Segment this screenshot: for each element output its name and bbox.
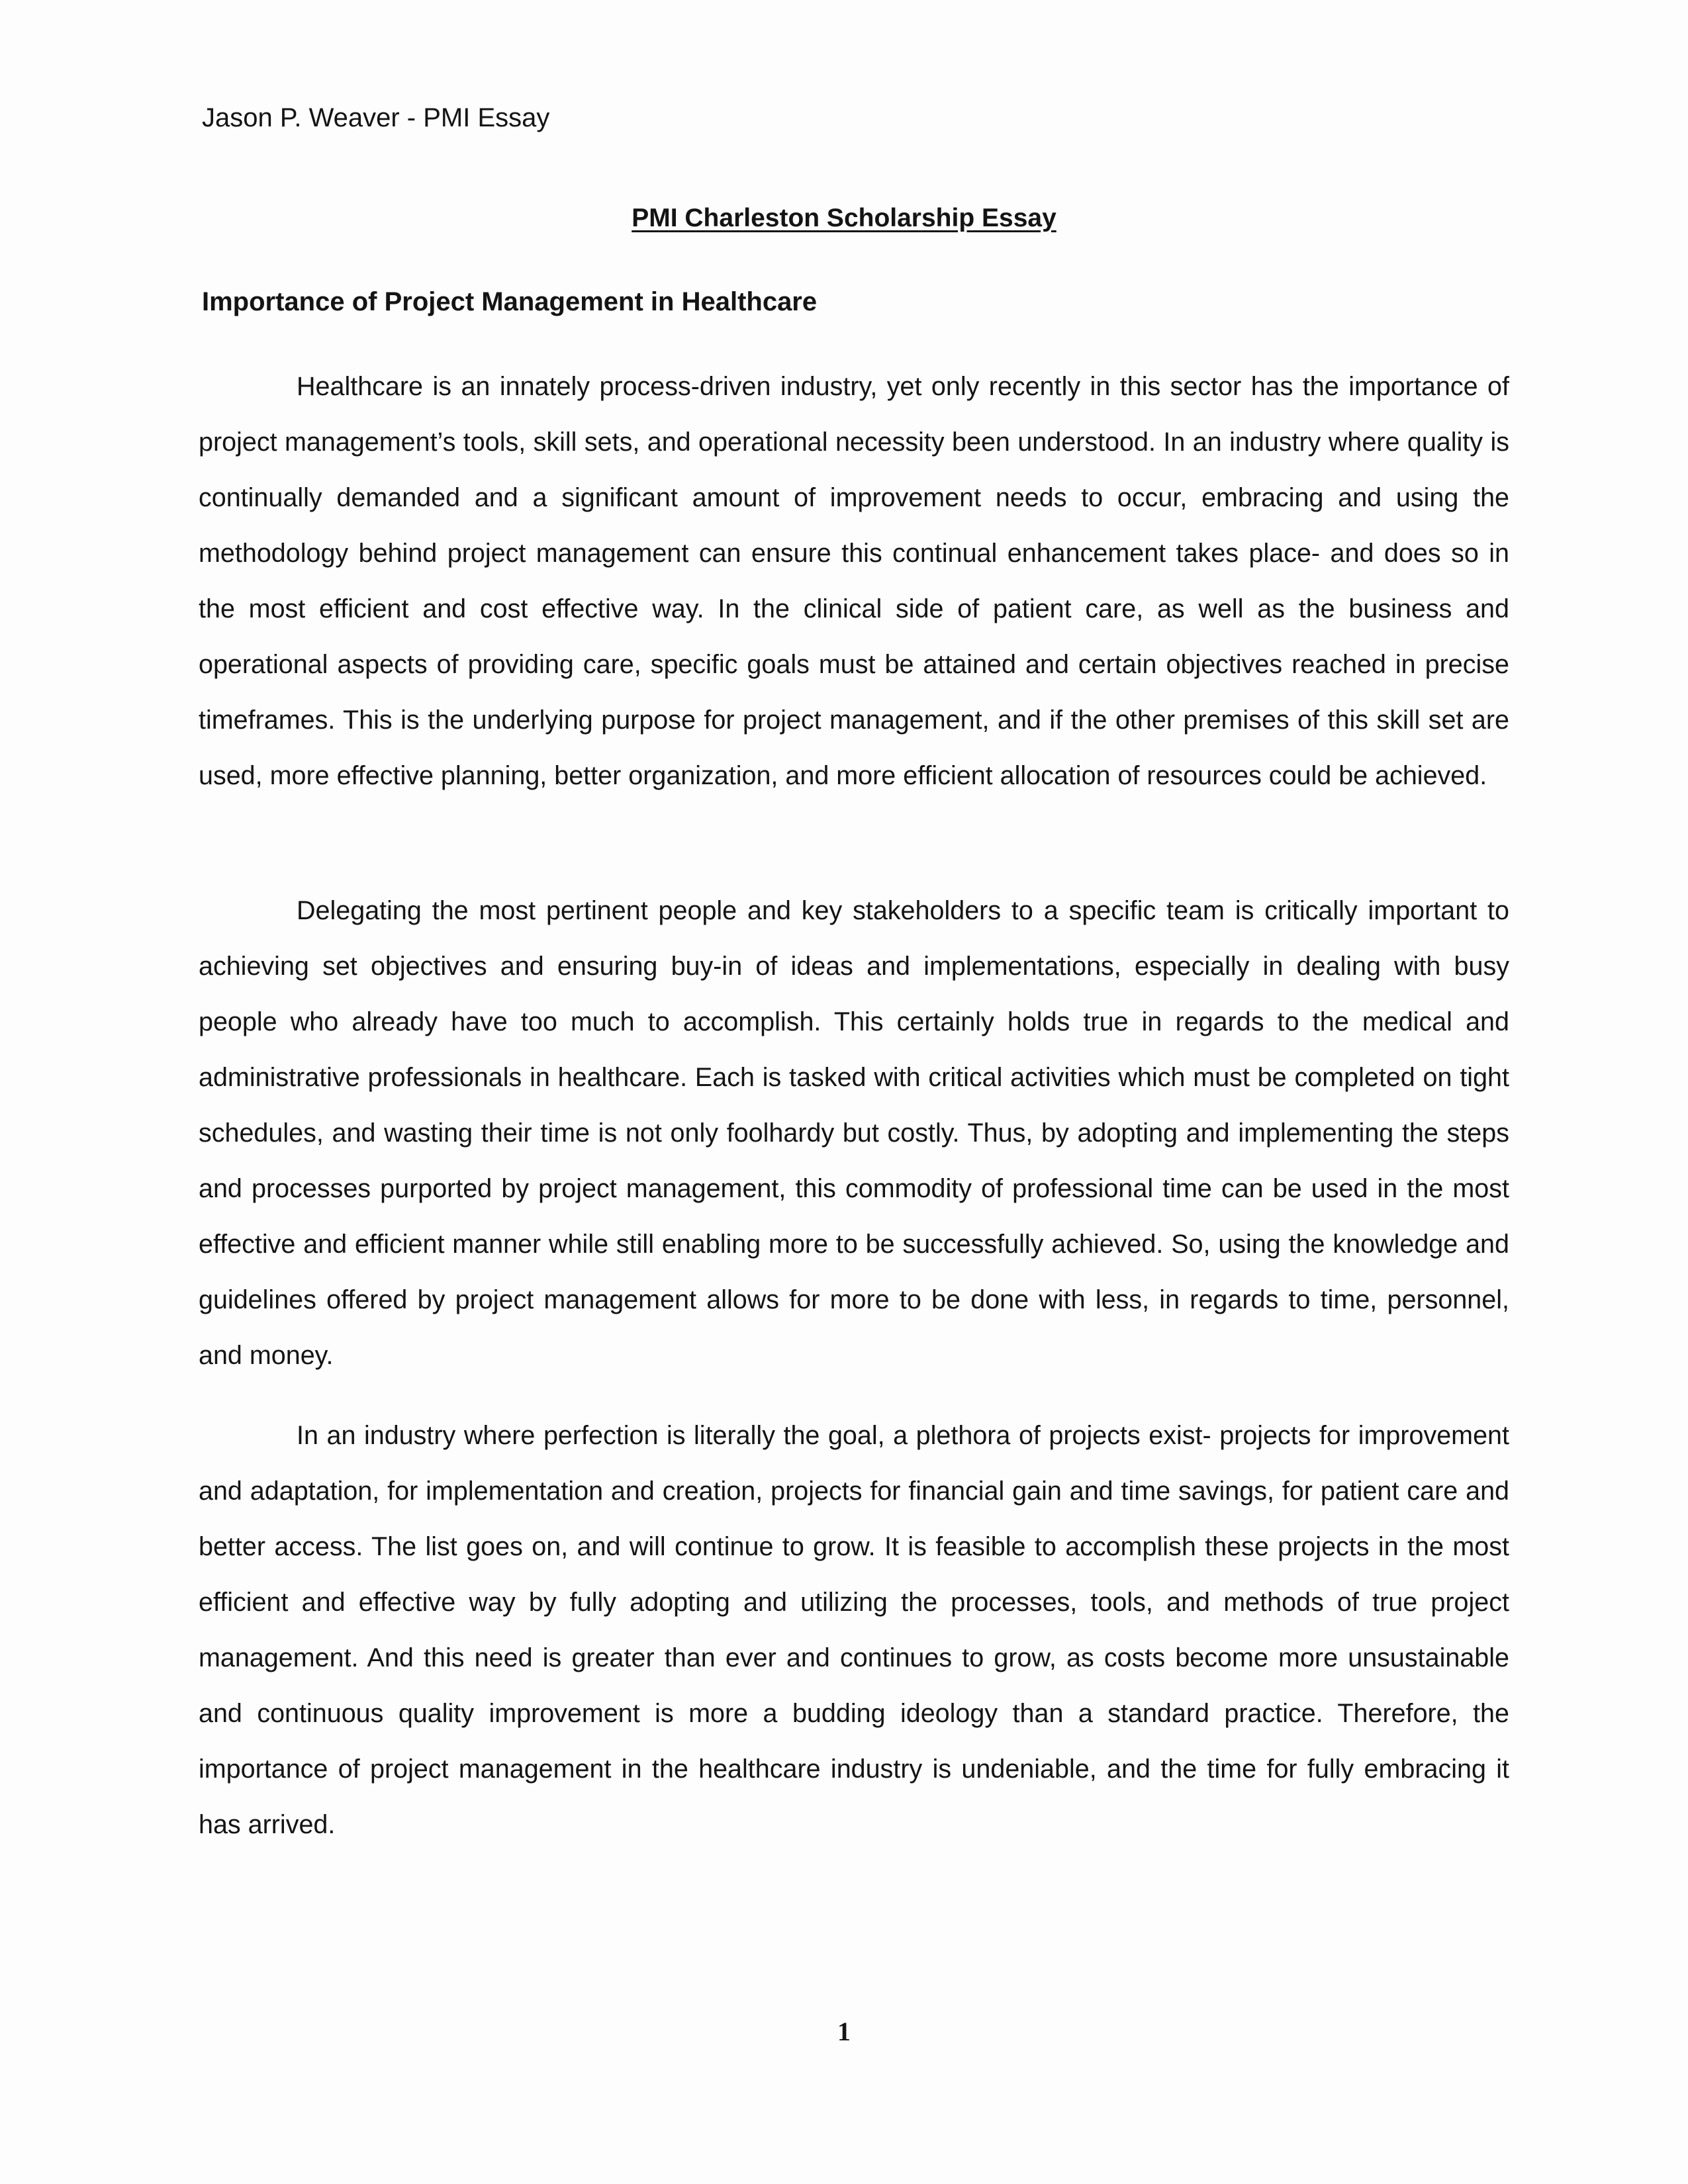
page-number: 1 xyxy=(837,2017,851,2046)
essay-body xyxy=(199,883,1509,1383)
running-header: Jason P. Weaver - PMI Essay xyxy=(202,103,550,132)
paragraph-2: Delegating the most pertinent people and key stakeholders to a specific team is critically important to achieving set objectives and ensuring buy-in of ideas and implementations, especially in dealing with busy people who already have too much to accomplish. This certainly holds true in regards to the medical and administrative professionals in healthcare. Each is tasked with critical activities which must be completed on tight schedules, and wasting their time is not only foolhardy but costly. Thus, by adopting and implementing the steps and processes purported by project management, this commodity of professional time can be used in the most effective and efficient manner while still enabling more to be successfully achieved. So, using the knowledge and guidelines offered by project management allows for more to be done with less, in regards to time, personnel, and money. xyxy=(199,896,1509,1370)
document-title: PMI Charleston Scholarship Essay xyxy=(632,204,1056,232)
essay-body xyxy=(199,1408,1509,1852)
paragraph-3: In an industry where perfection is literally the goal, a plethora of projects exist- projects for improvement and adaptation, for implementation and creation, projects for financial gain and time savings, for patient care and better access. The list goes on, and will continue to grow. It is feasible to accomplish these projects in the most efficient and effective way by fully adopting and utilizing the processes, tools, and methods of true project management. And this need is greater than ever and continues to grow, as costs become more unsustainable and continuous quality improvement is more a budding ideology than a standard practice. Therefore, the importance of project management in the healthcare industry is undeniable, and the time for fully embracing it has arrived. xyxy=(199,1421,1509,1839)
paragraph-1: Healthcare is an innately process-driven industry, yet only recently in this sector has the importance of project management’s tools, skill sets, and operational necessity been understood. In an industry where quality is continually demanded and a significant amount of improvement needs to occur, embracing and using the methodology behind project management can ensure this continual enhancement takes place- and does so in the most efficient and cost effective way. In the clinical side of patient care, as well as the business and operational aspects of providing care, specific goals must be attained and certain objectives reached in precise timeframes. This is the underlying purpose for project management, and if the other premises of this skill set are used, more effective planning, better organization, and more efficient allocation of resources could be achieved. xyxy=(199,372,1509,790)
essay-body xyxy=(199,359,1509,803)
section-heading: Importance of Project Management in Healthcare xyxy=(202,287,818,316)
